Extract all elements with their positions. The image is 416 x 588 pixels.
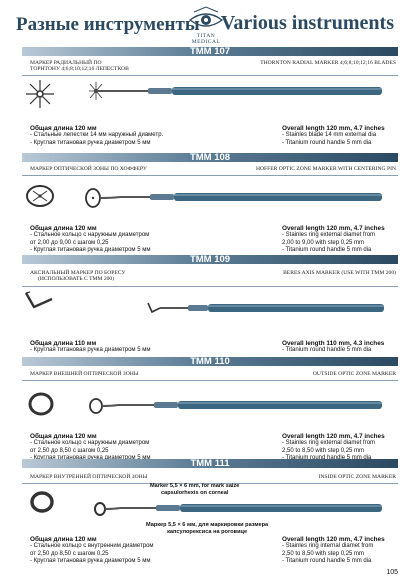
inside-zone-ring-closeup — [28, 489, 56, 515]
note-en: Marker 5,5 × 6 mm, for mark saize capsulorhexis on corneal — [150, 483, 240, 496]
section-bar — [22, 255, 398, 264]
section-bar — [22, 47, 398, 56]
section-bar — [22, 153, 398, 162]
description-en: Overall length 110 mm, 4.3 inches - Titanium round handle 5 mm dia — [282, 340, 385, 354]
product-name-en: THORNTON RADIAL MARKER 4;6;8;10;12;16 BLADES — [260, 60, 396, 66]
section-bar — [22, 357, 398, 366]
page-number: 105 — [386, 569, 398, 576]
outside-optic-zone-marker-image — [88, 395, 388, 417]
hoffer-optic-zone-marker-image — [84, 187, 388, 209]
description-en: Overall length 120 mm, 4.7 inches - Stainles ring external diamet from 2,00 to 9,00 with step 0,25 mm - Titanium round handle 5 mm dia — [282, 225, 385, 254]
description-ru: Общая длина 120 мм - Стальное кольцо с внутренним диаметром от 2,50 до 8,50 с шагом 0,25 - Круглая титановая ручка диаметром 5 мм — [30, 536, 154, 565]
section-tmm-111 — [22, 459, 398, 569]
product-code: TMM 109 — [189, 254, 231, 265]
description-ru: Общая длина 120 мм - Стальное кольцо с наружным диаметром от 2,50 до 8,50 с шагом 0,25 — [30, 433, 150, 454]
section-tmm-110 — [22, 357, 398, 459]
product-name-ru: АКСИАЛЬНЫЙ МАРКЕР ПО БОРЕСУ (ИСПОЛЬЗОВАТЬ С ТММ 200) — [30, 270, 126, 283]
logo-text: TITAN MEDICAL — [191, 33, 221, 45]
product-code: TMM 110 — [190, 356, 230, 367]
hoffer-marker-tip-closeup — [24, 181, 56, 211]
description-ru: Общая длина 110 мм - Круглая титановая ручка диаметром 5 мм — [30, 340, 151, 354]
section-bar — [22, 459, 398, 468]
description-ru: Общая длина 120 мм - Стальное кольцо с наружным диаметром от 2,00 до 9,00 с шагом 0,25 - Круглая титановая ручка диаметром 5 мм — [30, 225, 151, 254]
product-name-en: HOFFER OPTIC ZONE MARKER WITH CENTERING PIN — [255, 166, 396, 172]
radial-marker-tip-closeup — [24, 78, 56, 110]
page-header — [0, 0, 416, 46]
divider — [22, 286, 398, 287]
product-name-ru: МАРКЕР ОПТИЧЕСКОЙ ЗОНЫ ПО ХОФФЕРУ — [30, 166, 147, 172]
product-name-ru: МАРКЕР ВНУТРЕННЕЙ ОПТИЧЕСКОЙ ЗОНЫ — [30, 474, 148, 480]
product-name-en: INSIDE OPTIC ZONE MARKER — [318, 474, 396, 480]
beres-axis-marker-image — [146, 299, 390, 317]
description-ru: Общая длина 120 мм - Стальные лепестки 14 мм наружный диаметр. - Круглая титановая ручка диаметром 5 мм — [30, 125, 164, 146]
outside-zone-ring-closeup — [26, 391, 56, 417]
product-code: TMM 107 — [189, 46, 231, 57]
page-title-ru: Разные инструменты — [16, 14, 200, 35]
description-en: Overall length 120 mm, 4.7 inches - Stainles blade 14 mm external dia - Titanium round handle 5 mm dia — [282, 125, 385, 146]
thornton-radial-marker-image — [88, 81, 388, 101]
product-name-en: OUTSIDE OPTIC ZONE MARKER — [312, 371, 396, 377]
divider — [22, 380, 398, 381]
divider — [22, 175, 398, 176]
beres-marker-tip-closeup — [24, 289, 54, 311]
page-title-en: Various instruments — [220, 12, 394, 34]
product-name-ru: МАРКЕР РАДИАЛЬНЫЙ ПО ТОРНТОНУ 4;6;8;10;12;16 ЛЕПЕСТКОВ — [30, 60, 129, 73]
inside-optic-zone-marker-image — [92, 499, 388, 519]
product-name-en: BERES AXIS MARKER (USE WITH TMM 200) — [283, 270, 396, 276]
section-tmm-107 — [22, 47, 398, 153]
product-name-ru: МАРКЕР ВНЕШНЕЙ ОПТИЧЕСКОЙ ЗОНЫ — [30, 371, 139, 377]
section-tmm-108 — [22, 153, 398, 255]
product-code: TMM 111 — [190, 458, 230, 469]
product-code: TMM 108 — [189, 152, 231, 163]
description-en: Overall length 120 mm, 4.7 inches - Stainles ring external diamet from 2,50 to 8,50 with step 0,25 mm — [282, 433, 385, 454]
section-tmm-109 — [22, 255, 398, 357]
description-en: Overall length 120 mm, 4.7 inches - Stainles ring internal diamet from 2,50 to 8,50 with step 0,25 mm - Titanium round handle 5 mm dia — [282, 536, 385, 565]
note-ru: Маркер 5,5 × 6 мм, для маркировки размера капсулорексиса на роговице — [146, 522, 269, 535]
divider — [22, 75, 398, 76]
